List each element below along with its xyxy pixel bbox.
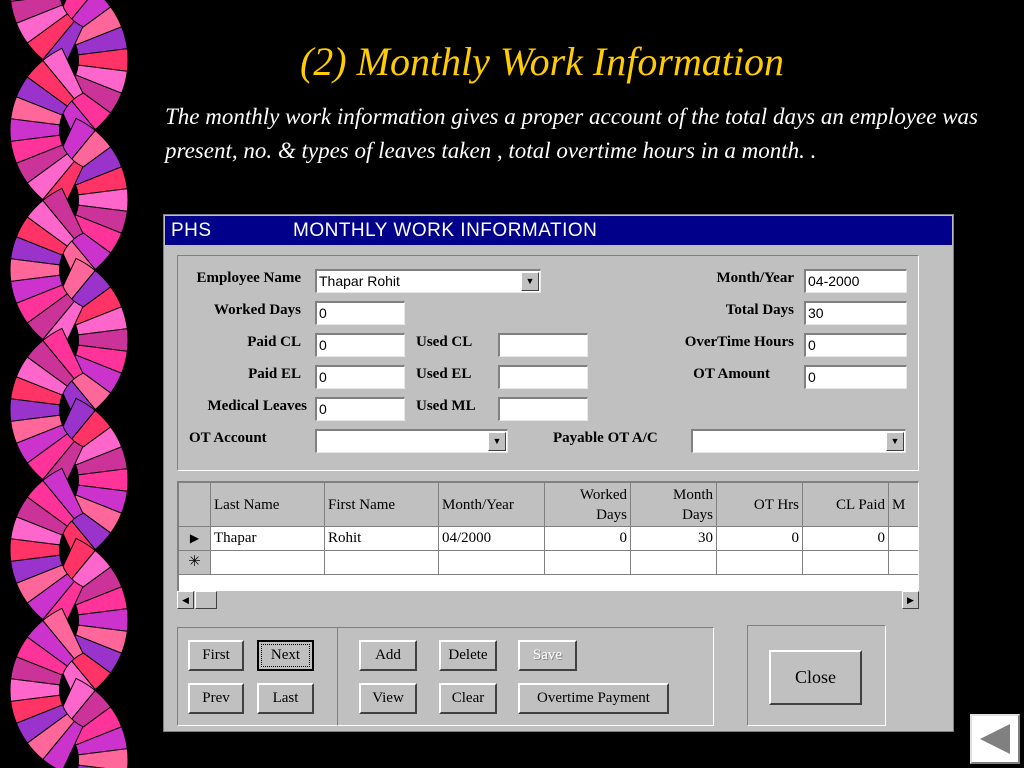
payable-ot-select[interactable] (691, 429, 906, 453)
clear-button[interactable]: Clear (439, 683, 497, 714)
window-title-bar (165, 216, 952, 245)
grid-new-row-cell[interactable] (889, 551, 919, 575)
grid-header-label: CL Paid (835, 496, 885, 513)
paid-cl-field[interactable]: 0 (315, 333, 405, 357)
grid-new-row-cell[interactable] (631, 551, 717, 575)
employee-name-label: Employee Name (196, 270, 301, 286)
grid-header-label: Last Name (214, 496, 280, 513)
close-button[interactable]: Close (769, 650, 862, 705)
worked-days-field[interactable]: 0 (315, 301, 405, 325)
add-button[interactable]: Add (359, 640, 417, 671)
delete-button[interactable]: Delete (439, 640, 497, 671)
medical-leaves-field[interactable]: 0 (315, 397, 405, 421)
window-title: MONTHLY WORK INFORMATION (293, 220, 598, 241)
overtime-hours-field[interactable]: 0 (804, 333, 907, 357)
grid-cell[interactable]: 30 (631, 527, 717, 551)
grid-header-label: Month (672, 486, 713, 503)
payable-ot-label: Payable OT A/C (553, 430, 658, 446)
grid-column-header[interactable] (545, 483, 631, 527)
grid-cell[interactable]: 0 (803, 527, 889, 551)
total-days-field[interactable]: 30 (804, 301, 907, 325)
ot-account-select[interactable] (315, 429, 508, 453)
overtime-hours-label: OverTime Hours (684, 334, 794, 350)
scroll-right-icon[interactable]: ▶ (902, 591, 919, 609)
paid-cl-label: Paid CL (247, 334, 301, 350)
employee-name-value: Thapar Rohit (319, 273, 400, 289)
month-year-field[interactable]: 04-2000 (804, 269, 907, 293)
grid-cell[interactable] (889, 527, 919, 551)
grid-header-label: OT Hrs (753, 496, 799, 513)
used-el-field[interactable] (498, 365, 588, 389)
grid-column-header[interactable] (889, 483, 919, 527)
worked-days-label: Worked Days (213, 302, 301, 318)
app-name: PHS (171, 220, 212, 241)
grid-new-row-cell[interactable] (439, 551, 545, 575)
records-grid (177, 481, 919, 609)
month-year-label: Month/Year (716, 270, 794, 286)
grid-cell[interactable]: Rohit (325, 527, 439, 551)
slide-title: (2) Monthly Work Information (299, 39, 785, 84)
prev-button[interactable]: Prev (188, 683, 244, 714)
grid-new-row-cell[interactable] (803, 551, 889, 575)
view-button[interactable]: View (359, 683, 417, 714)
used-ml-field[interactable] (498, 397, 588, 421)
slide-description: The monthly work information gives a proper account of the total days an employee was present, no. & types of leaves taken , total overtime hours in a month. . (165, 104, 978, 163)
grid-header-label: M (892, 496, 906, 513)
grid-column-header[interactable] (325, 483, 439, 527)
grid-cell[interactable]: 0 (717, 527, 803, 551)
grid-column-header[interactable] (803, 483, 889, 527)
grid-new-row-cell[interactable] (325, 551, 439, 575)
first-button[interactable]: First (188, 640, 244, 671)
grid-corner-header (179, 483, 211, 527)
chevron-down-icon[interactable]: ▼ (521, 272, 539, 291)
monthly-work-window (163, 214, 954, 732)
grid-new-row-cell[interactable] (211, 551, 325, 575)
medical-leaves-label: Medical Leaves (207, 398, 307, 414)
grid-header-label: Worked (579, 486, 627, 503)
employee-name-select[interactable] (315, 269, 541, 293)
chevron-down-icon[interactable]: ▼ (488, 432, 506, 451)
grid-column-header[interactable] (439, 483, 545, 527)
used-ml-label: Used ML (416, 398, 476, 414)
grid-header-label: Days (682, 506, 713, 523)
grid-cell[interactable]: 0 (545, 527, 631, 551)
horizontal-scrollbar[interactable] (177, 591, 919, 609)
grid-column-header[interactable] (717, 483, 803, 527)
scroll-thumb[interactable] (195, 591, 217, 609)
grid-header-label: Days (596, 506, 627, 523)
used-cl-label: Used CL (416, 334, 473, 350)
chevron-down-icon[interactable]: ▼ (886, 432, 904, 451)
used-el-label: Used EL (416, 366, 472, 382)
grid-cell[interactable]: 04/2000 (439, 527, 545, 551)
grid-column-header[interactable] (211, 483, 325, 527)
paid-el-label: Paid EL (248, 366, 301, 382)
decorative-fan-border (0, 0, 140, 768)
save-button[interactable]: Save (518, 640, 577, 671)
last-button[interactable]: Last (257, 683, 314, 714)
grid-header-label: First Name (328, 496, 396, 513)
paid-el-field[interactable]: 0 (315, 365, 405, 389)
ot-account-label: OT Account (189, 430, 267, 446)
grid-cell[interactable]: Thapar (211, 527, 325, 551)
back-arrow-icon (972, 716, 1018, 762)
grid-header-label: Month/Year (442, 496, 514, 513)
back-button[interactable] (970, 714, 1020, 764)
grid-new-row-selector[interactable]: ✳ (179, 551, 211, 575)
grid-new-row-cell[interactable] (545, 551, 631, 575)
ot-amount-label: OT Amount (693, 366, 770, 382)
overtime-payment-button[interactable]: Overtime Payment (518, 683, 669, 714)
next-button[interactable]: Next (257, 640, 314, 671)
used-cl-field[interactable] (498, 333, 588, 357)
ot-amount-field[interactable]: 0 (804, 365, 907, 389)
scroll-left-icon[interactable]: ◀ (177, 591, 194, 609)
total-days-label: Total Days (725, 302, 794, 318)
grid-new-row-cell[interactable] (717, 551, 803, 575)
grid-column-header[interactable] (631, 483, 717, 527)
grid-row-selector[interactable]: ▶ (179, 527, 211, 551)
